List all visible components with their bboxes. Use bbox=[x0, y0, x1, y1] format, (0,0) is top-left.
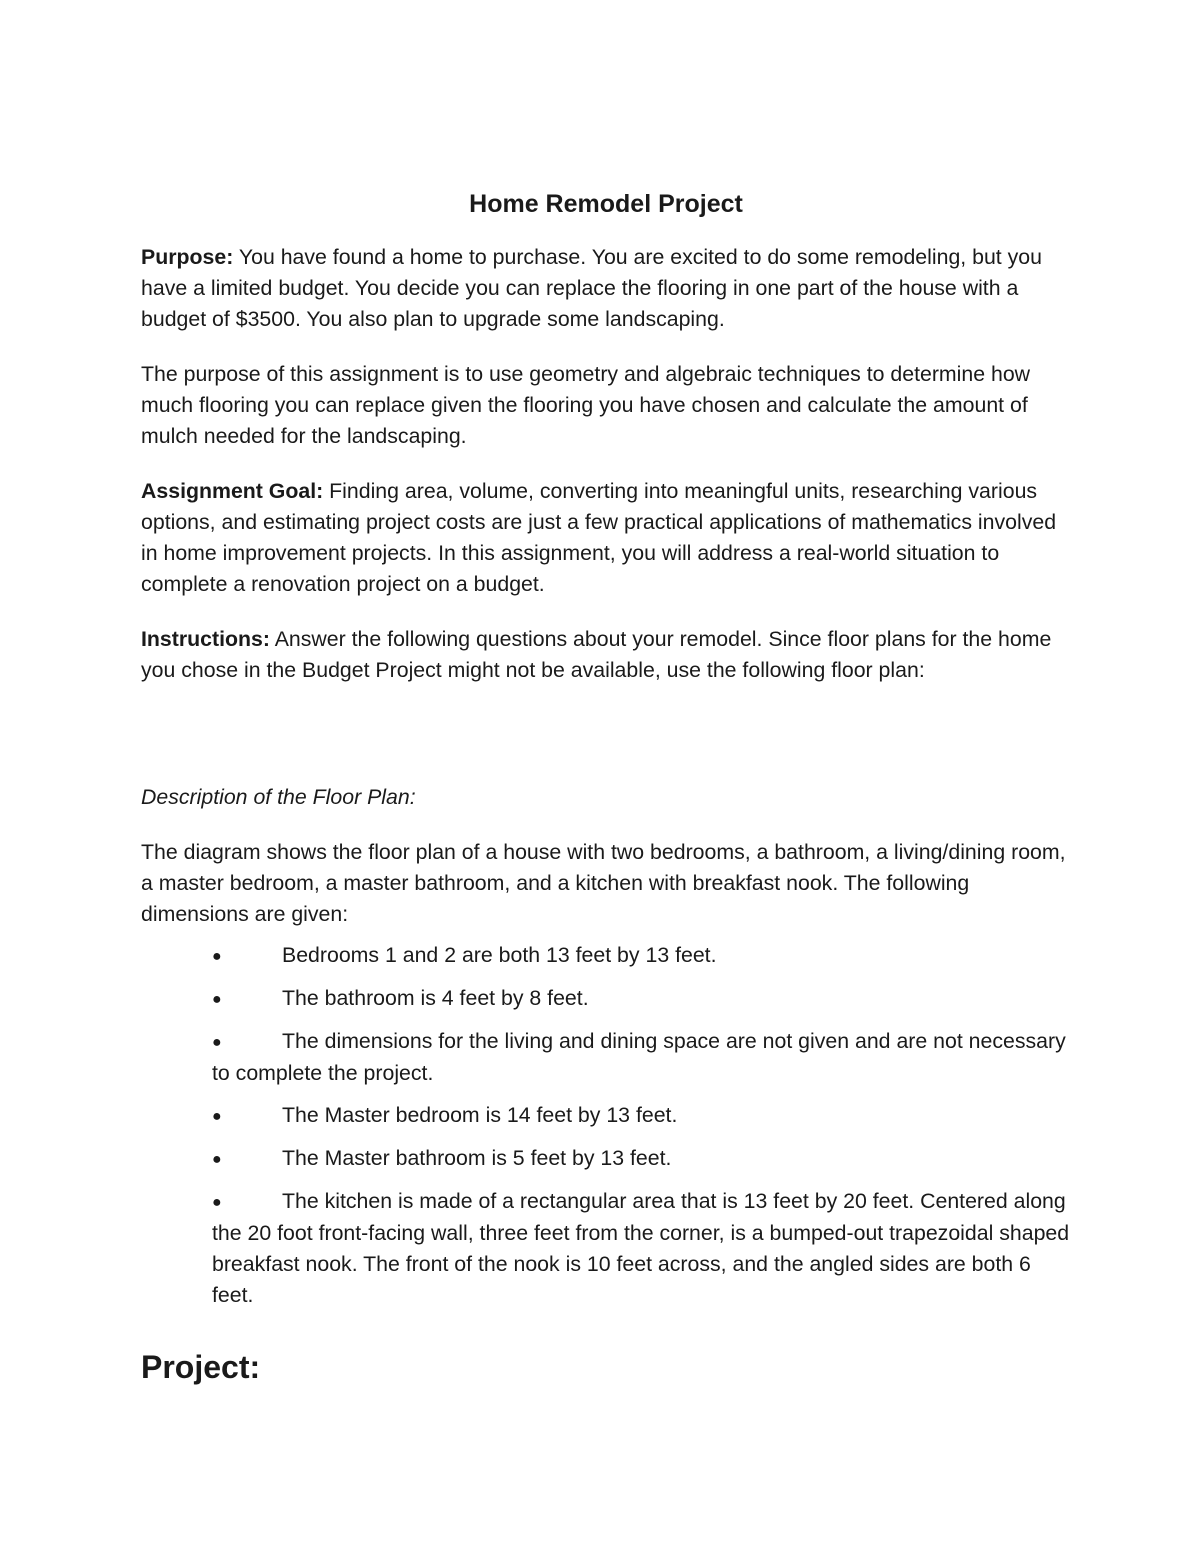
bullet-icon: ● bbox=[212, 1194, 222, 1211]
bullet-icon: ● bbox=[212, 1034, 222, 1051]
dimensions-list bbox=[141, 940, 1071, 1311]
purpose-paragraph bbox=[141, 242, 1071, 335]
assignment-goal-label: Assignment Goal: bbox=[141, 479, 324, 503]
bullet-icon: ● bbox=[212, 991, 222, 1008]
purpose-label: Purpose: bbox=[141, 245, 234, 269]
floor-plan-heading: Description of the Floor Plan: bbox=[141, 785, 416, 809]
document-body bbox=[141, 186, 1071, 1387]
document-title: Home Remodel Project bbox=[469, 190, 743, 218]
list-item bbox=[212, 983, 1071, 1015]
list-item bbox=[212, 1026, 1071, 1089]
instructions-text: Answer the following questions about your remodel. Since floor plans for the home you chose in the Budget Project might not be available, use the following floor plan: bbox=[141, 627, 1052, 682]
assignment-goal-paragraph bbox=[141, 476, 1071, 600]
assignment-goal-text: Finding area, volume, converting into meaningful units, researching various options, and estimating project costs are just a few practical applications of mathematics involved in home improvement projects. In this assignment, you will address a real-world situation to complete a renovation project on a budget. bbox=[141, 479, 1057, 596]
floor-plan-intro: The diagram shows the floor plan of a house with two bedrooms, a bathroom, a living/dining room, a master bedroom, a master bathroom, and a kitchen with breakfast nook. The following dimensions are given: bbox=[141, 840, 1066, 926]
list-item-text: The bathroom is 4 feet by 8 feet. bbox=[282, 986, 589, 1010]
bullet-icon: ● bbox=[212, 1151, 222, 1168]
list-item bbox=[212, 1143, 1071, 1175]
list-item bbox=[212, 1186, 1071, 1311]
list-item bbox=[212, 940, 1071, 972]
list-item-text: The kitchen is made of a rectangular area that is 13 feet by 20 feet. Centered along the 20 foot front-facing wall, three feet from the corner, is a bumped-out trapezoidal shaped breakfast nook. The front of the nook is 10 feet across, and the angled sides are both 6 feet. bbox=[212, 1189, 1070, 1307]
purpose-text: You have found a home to purchase. You are excited to do some remodeling, but you have a limited budget. You decide you can replace the flooring in one part of the house with a budget of $3500. You also plan to upgrade some landscaping. bbox=[141, 245, 1042, 331]
list-item-text: The Master bathroom is 5 feet by 13 feet. bbox=[282, 1146, 672, 1170]
list-item bbox=[212, 1100, 1071, 1132]
bullet-icon: ● bbox=[212, 1108, 222, 1125]
list-item-text: Bedrooms 1 and 2 are both 13 feet by 13 feet. bbox=[282, 943, 717, 967]
list-item-text: The dimensions for the living and dining space are not given and are not necessary to complete the project. bbox=[212, 1029, 1066, 1085]
instructions-label: Instructions: bbox=[141, 627, 270, 651]
purpose-detail-paragraph: The purpose of this assignment is to use geometry and algebraic techniques to determine how much flooring you can replace given the flooring you have chosen and calculate the amount of mulch needed for the landscaping. bbox=[141, 362, 1031, 448]
list-item-text: The Master bedroom is 14 feet by 13 feet. bbox=[282, 1103, 678, 1127]
project-heading: Project: bbox=[141, 1349, 261, 1385]
bullet-icon: ● bbox=[212, 948, 222, 965]
instructions-paragraph bbox=[141, 624, 1071, 686]
